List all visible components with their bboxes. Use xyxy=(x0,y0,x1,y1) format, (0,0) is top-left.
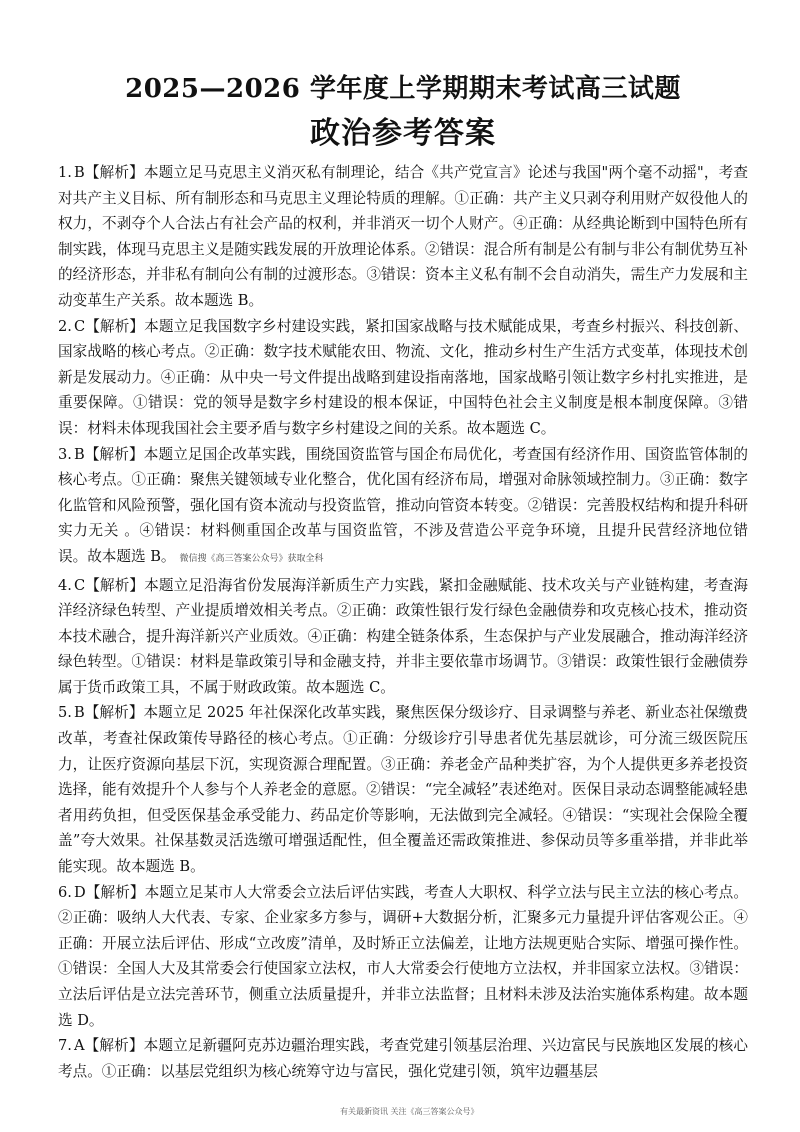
answer-item-1 xyxy=(58,160,748,314)
answer-letter: D xyxy=(73,883,86,901)
question-number: 2. xyxy=(58,317,72,335)
answer-item-3 xyxy=(58,442,748,573)
answer-item-5 xyxy=(58,700,748,879)
answer-letter: B xyxy=(73,704,85,722)
watermark-text: 微信搜《高三答案公众号》获取全科 xyxy=(179,553,324,564)
answer-letter: C xyxy=(73,317,86,335)
answer-item-2 xyxy=(58,314,748,442)
analysis-tag: 【解析】 xyxy=(84,704,144,722)
question-number: 7. xyxy=(58,1037,72,1055)
analysis-tag: 【解析】 xyxy=(85,317,145,335)
answer-title: 政治参考答案 xyxy=(310,116,496,151)
answer-letter: B xyxy=(73,445,85,463)
answer-letter: C xyxy=(73,576,86,594)
question-number: 1. xyxy=(58,164,72,181)
answer-item-7 xyxy=(58,1033,748,1084)
question-number: 4. xyxy=(58,576,72,594)
answer-list xyxy=(58,160,748,1084)
analysis-tag: 【解析】 xyxy=(84,164,144,181)
analysis-text: 本题立足新疆阿克苏边疆治理实践，考查党建引领基层治理、兴边富民与民族地区发展的核心考点。①正确：以基层党组织为核心统筹守边与富民，强化党建引领，筑牢边疆基层 xyxy=(58,1037,748,1080)
analysis-tag: 【解析】 xyxy=(84,445,144,463)
footer-watermark: 有关最新资讯 关注《高三答案公众号》 xyxy=(340,1107,479,1116)
analysis-text: 本题立足沿海省份发展海洋新质生产力实践，紧扣金融赋能、技术攻关与产业链构建，考查海洋经济绿色转型、产业提质增效相关考点。②正确：政策性银行发行绿色金融债券和攻克核心技术，推动资本技术融合，提升海洋新兴产业质效。④正确：构建全链条体系，生态保护与产业发展融合，推动海洋经济绿色转型。①错误：材料是靠政策引导和金融支持，并非主要依靠市场调节。③错误：政策性银行金融债券属于货币政策工具，不属于财政政策。故本题选 C。 xyxy=(58,576,748,696)
analysis-tag: 【解析】 xyxy=(85,576,145,594)
answer-letter: A xyxy=(73,1037,85,1055)
answer-letter: B xyxy=(73,164,85,181)
analysis-text: 本题立足国企改革实践，围绕国资监管与国企布局优化，考查国有经济作用、国资监管体制的核心考点。①正确：聚焦关键领域专业化整合，优化国有经济布局，增强对命脉领域控制力。③正确：数字化监管和风险预警，强化国有资本流动与投资监管，推动向管资本转变。②错误：完善股权结构和提升科研实力无关 。④错误：材料侧重国企改革与国资监管，不涉及营造公平竞争环境，且提升民营经济地位错误。故本题选 B。 xyxy=(58,445,748,565)
analysis-tag: 【解析】 xyxy=(84,1037,144,1055)
question-number: 6. xyxy=(58,883,72,901)
analysis-text: 本题立足某市人大常委会立法后评估实践，考查人大职权、科学立法与民主立法的核心考点。②正确：吸纳人大代表、专家、企业家多方参与，调研+大数据分析，汇聚多元力量提升评估客观公正。④正确：开展立法后评估、形成“立改废”清单，及时矫正立法偏差，让地方法规更贴合实际、增强可操作性。①错误：全国人大及其常委会行使国家立法权，市人大常委会行使地方立法权，并非国家立法权。③错误：立法后评估是立法完善环节，侧重立法质量提升，并非立法监督；且材料未涉及法治实施体系构建。故本题选 D。 xyxy=(58,883,748,1029)
analysis-text: 本题立足马克思主义消灭私有制理论，结合《共产党宣言》论述与我国"两个毫不动摇"，考查对共产主义目标、所有制形态和马克思主义理论特质的理解。①正确：共产主义只剥夺利用财产奴役他人的权力，不剥夺个人合法占有社会产品的权利，并非消灭一切个人财产。④正确：从经典论断到中国特色所有制实践，体现马克思主义是随实践发展的开放理论体系。②错误：混合所有制是公有制与非公有制优势互补的经济形态，并非私有制向公有制的过渡形态。③错误：资本主义私有制不会自动消失，需生产力发展和主动变革生产关系。故本题选 B。 xyxy=(58,164,748,309)
exam-title: 2025—2026 学年度上学期期末考试高三试题 xyxy=(125,74,681,104)
analysis-text: 本题立足 2025 年社保深化改革实践，聚焦医保分级诊疗、目录调整与养老、新业态社保缴费改革，考查社保政策传导路径的核心考点。①正确：分级诊疗引导患者优先基层就诊，可分流三级医院压力，让医疗资源向基层下沉，实现资源合理配置。③正确：养老金产品种类扩容，为个人提供更多养老投资选择，能有效提升个人参与个人养老金的意愿。②错误：“完全减轻”表述绝对。医保目录动态调整能减轻患者用药负担，但受医保基金承受能力、药品定价等影响，无法做到完全减轻。④错误：“实现社会保险全覆盖”夸大效果。社保基数灵活选缴可增强适配性，但全覆盖还需政策推进、参保动员等多重举措，并非此举能实现。故本题选 B。 xyxy=(58,704,748,876)
answer-document xyxy=(58,72,748,1084)
answer-item-6 xyxy=(58,880,748,1034)
analysis-tag: 【解析】 xyxy=(85,883,145,901)
answer-item-4 xyxy=(58,573,748,701)
question-number: 3. xyxy=(58,445,72,463)
analysis-text: 本题立足我国数字乡村建设实践，紧扣国家战略与技术赋能成果，考查乡村振兴、科技创新、国家战略的核心考点。②正确：数字技术赋能农田、物流、文化，推动乡村生产生活方式变革，体现技术创新是发展动力。④正确：从中央一号文件提出战略到建设指南落地，国家战略引领让数字乡村扎实推进，是重要保障。①错误：党的领导是数字乡村建设的根本保证，中国特色社会主义制度是根本制度保障。③错误：材料未体现我国社会主要矛盾与数字乡村建设之间的关系。故本题选 C。 xyxy=(58,317,748,437)
question-number: 5. xyxy=(58,704,72,722)
